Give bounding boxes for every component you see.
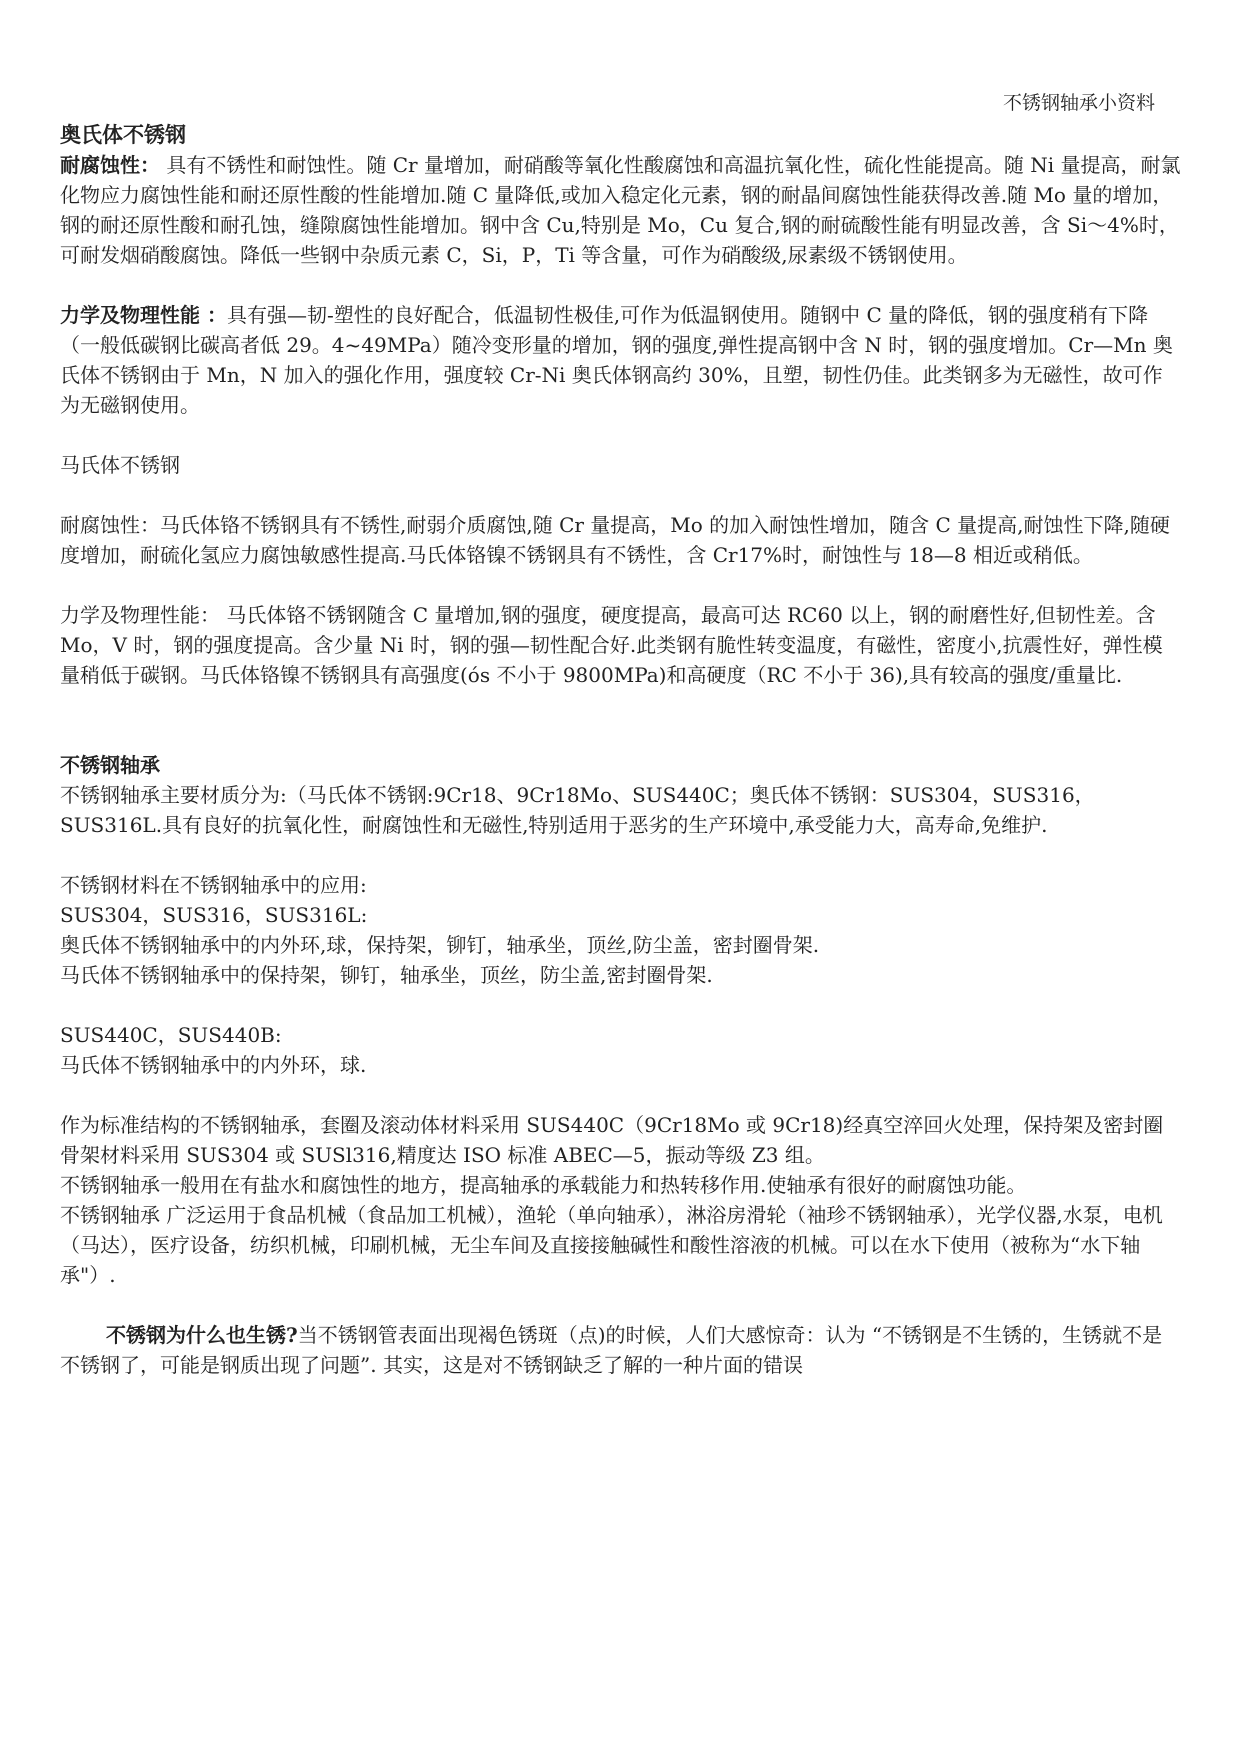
application-fields-paragraph: 不锈钢轴承 广泛运用于食品机械（食品加工机械），渔轮（单向轴承），淋浴房滑轮（袖珍不锈钢轴承），光学仪器,水泵，电机（马达），医疗设备，纺织机械，印刷机械，无尘车间及直接接触碱性和酸性溶液的机械。可以在水下使用（被称为“水下轴承"）.	[60, 1203, 1163, 1287]
austenitic-corrosion-text: 具有不锈性和耐蚀性。随 Cr 量增加，耐硝酸等氧化性酸腐蚀和高温抗氧化性，硫化性能提高。随 Ni 量提高，耐氯化物应力腐蚀性能和耐还原性酸的性能增加.随 C 量降低,或加入稳定化元素，钢的耐晶间腐蚀性能获得改善.随 Mo 量的增加，钢的耐还原性酸和耐孔蚀，缝隙腐蚀性能增加。钢中含 Cu,特别是 Mo，Cu 复合,钢的耐硫酸性能有明显改善，含 Si～4%时，可耐发烟硝酸腐蚀。降低一些钢中杂质元素 C，Si，P，Ti 等含量，可作为硝酸级,尿素级不锈钢使用。	[60, 153, 1181, 267]
application-intro: 不锈钢材料在不锈钢轴承中的应用:	[60, 873, 367, 897]
header-note: 不锈钢轴承小资料	[1003, 92, 1156, 114]
section-title-bearings: 不锈钢轴承	[60, 753, 160, 777]
grade-group-2: SUS440C，SUS440B:	[60, 1023, 282, 1047]
austenitic-corrosion-label: 耐腐蚀性：	[60, 153, 160, 177]
section-title-martensitic: 马氏体不锈钢	[60, 453, 180, 477]
austenitic-mechanical-paragraph	[60, 300, 1182, 420]
rust-text: 当不锈钢管表面出现褐色锈斑（点)的时候，人们大感惊奇：认为 “不锈钢是不生锈的，生锈就不是不锈钢了，可能是钢质出现了问题”. 其实，这是对不锈钢缺乏了解的一种片面的错误	[60, 1323, 1163, 1377]
grade-group-2-use: 马氏体不锈钢轴承中的内外环，球.	[60, 1053, 367, 1077]
section-title-austenitic: 奥氏体不锈钢	[60, 122, 186, 147]
austenitic-corrosion-paragraph	[60, 150, 1182, 270]
usage-paragraph: 不锈钢轴承一般用在有盐水和腐蚀性的地方，提高轴承的承载能力和热转移作用.使轴承有很好的耐腐蚀功能。	[60, 1173, 1027, 1197]
rust-paragraph	[60, 1320, 1182, 1380]
grade-group-1-use-b: 马氏体不锈钢轴承中的保持架，铆钉，轴承坐，顶丝，防尘盖,密封圈骨架.	[60, 963, 713, 987]
rust-question: 不锈钢为什么也生锈?	[106, 1323, 298, 1347]
standard-structure-paragraph: 作为标准结构的不锈钢轴承，套圈及滚动体材料采用 SUS440C（9Cr18Mo 或 9Cr18)经真空淬回火处理，保持架及密封圈骨架材料采用 SUS304 或 SUSl316,精度达 ISO 标准 ABEC—5，振动等级 Z3 组。	[60, 1113, 1164, 1167]
martensitic-corrosion-paragraph: 耐腐蚀性：马氏体铬不锈钢具有不锈性,耐弱介质腐蚀,随 Cr 量提高，Mo 的加入耐蚀性增加，随含 C 量提高,耐蚀性下降,随硬度增加，耐硫化氢应力腐蚀敏感性提高.马氏体铬镍不锈钢具有不锈性，含 Cr17%时，耐蚀性与 18—8 相近或稍低。	[60, 513, 1170, 567]
grade-group-1: SUS304，SUS316，SUS316L:	[60, 903, 368, 927]
document-body	[60, 120, 1182, 1380]
bearings-materials-paragraph: 不锈钢轴承主要材质分为:（马氏体不锈钢:9Cr18、9Cr18Mo、SUS440C；奥氏体不锈钢：SUS304，SUS316，SUS316L.具有良好的抗氧化性，耐腐蚀性和无磁性,特别适用于恶劣的生产环境中,承受能力大，高寿命,免维护.	[60, 783, 1095, 837]
grade-group-1-use-a: 奥氏体不锈钢轴承中的内外环,球，保持架，铆钉，轴承坐，顶丝,防尘盖，密封圈骨架.	[60, 933, 820, 957]
austenitic-mechanical-label: 力学及物理性能 ：	[60, 303, 227, 327]
martensitic-mechanical-paragraph: 力学及物理性能： 马氏体铬不锈钢随含 C 量增加,钢的强度，硬度提高，最高可达 RC60 以上，钢的耐磨性好,但韧性差。含 Mo，V 时，钢的强度提高。含少量 Ni 时，钢的强—韧性配合好.此类钢有脆性转变温度，有磁性，密度小,抗震性好，弹性模量稍低于碳钢。马氏体铬镍不锈钢具有高强度(ós 不小于 9800MPa)和高硬度（RC 不小于 36),具有较高的强度/重量比.	[60, 603, 1163, 687]
austenitic-mechanical-text: 具有强—韧-塑性的良好配合，低温韧性极佳,可作为低温钢使用。随钢中 C 量的降低，钢的强度稍有下降（一般低碳钢比碳高者低 29。4~49MPa）随冷变形量的增加，钢的强度,弹性提高钢中含 N 时，钢的强度增加。Cr—Mn 奥氏体不锈钢由于 Mn，N 加入的强化作用，强度较 Cr-Ni 奥氏体钢高约 30%，且塑，韧性仍佳。此类钢多为无磁性，故可作为无磁钢使用。	[60, 303, 1173, 417]
